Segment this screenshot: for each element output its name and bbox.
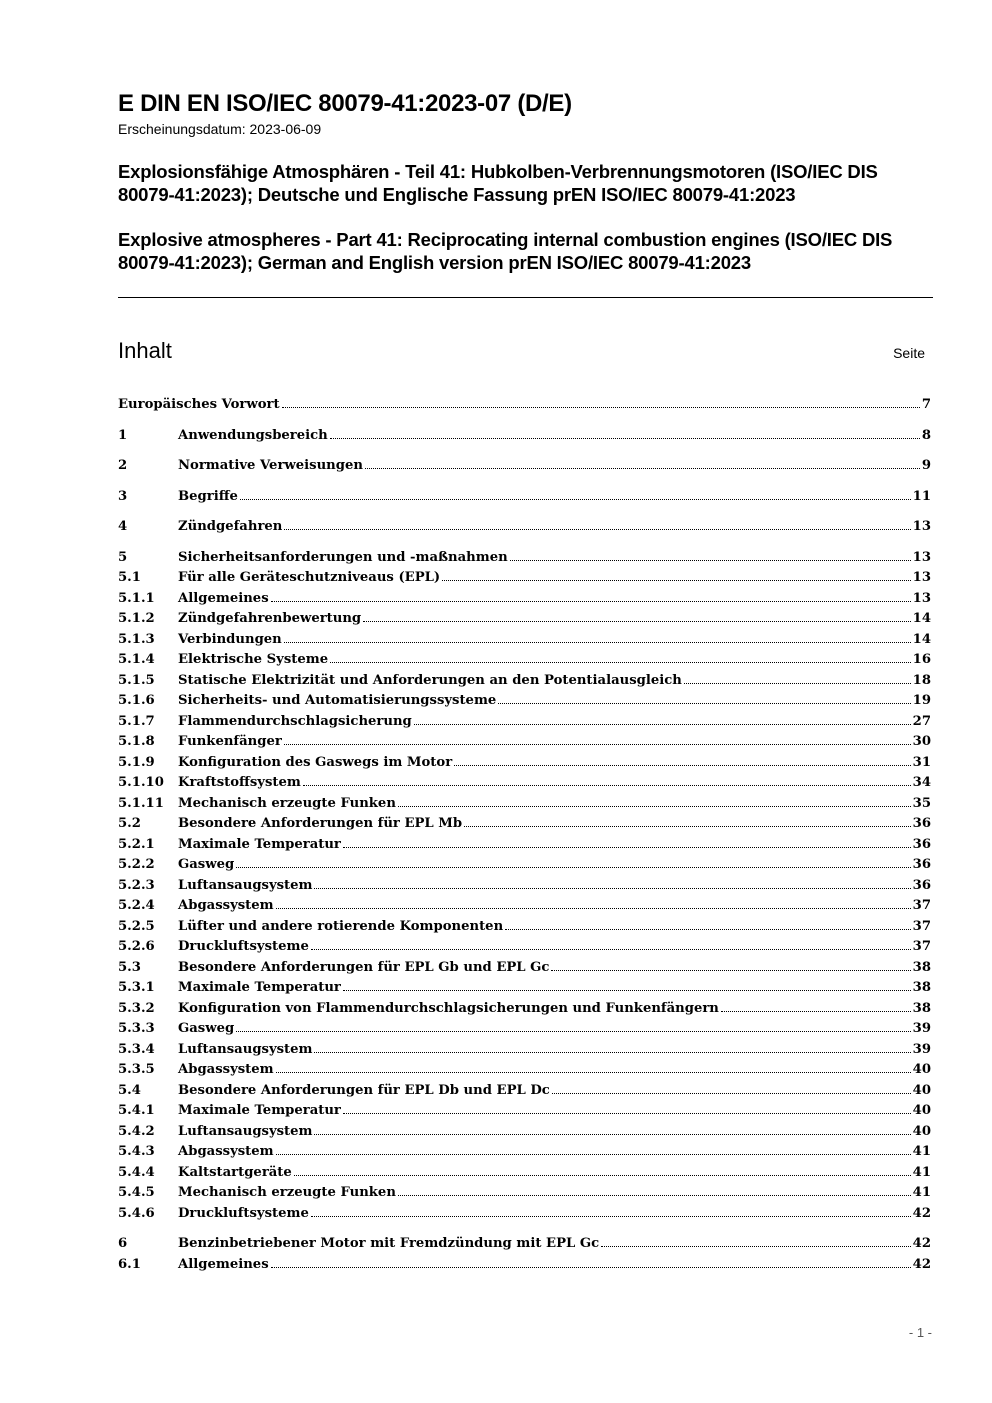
toc-heading: Inhalt: [118, 338, 172, 363]
toc-entry-page: 30: [912, 734, 931, 749]
toc-entry-title: Allgemeines: [178, 1256, 269, 1272]
toc-leader-dots: [282, 406, 920, 408]
issue-date: Erscheinungsdatum: 2023-06-09: [118, 121, 322, 137]
toc-entry[interactable]: [118, 1183, 931, 1203]
toc-entry-page: 40: [912, 1062, 931, 1077]
toc-entry-number: 5.2.4: [118, 898, 155, 913]
toc-leader-dots: [414, 723, 911, 725]
toc-entry-page: 34: [912, 775, 931, 790]
toc-entry[interactable]: [118, 589, 931, 609]
toc-entry-title: Konfiguration des Gaswegs im Motor: [178, 754, 453, 770]
toc-entry-title: Begriffe: [178, 488, 238, 504]
toc-entry-number: 5.2.2: [118, 857, 155, 872]
toc-entry-number: 6: [118, 1236, 128, 1251]
toc-entry-title: Maximale Temperatur: [178, 1103, 341, 1118]
toc-entry-page: 13: [912, 590, 931, 606]
toc-entry[interactable]: [118, 978, 931, 998]
toc-leader-dots: [236, 1030, 910, 1032]
toc-entry-title: Verbindungen: [178, 631, 282, 647]
toc-entry-title: Anwendungsbereich: [178, 427, 328, 443]
toc-entry-page: 7: [921, 397, 931, 412]
toc-leader-dots: [552, 1092, 911, 1094]
toc-entry-title: Kaltstartgeräte: [178, 1164, 292, 1180]
toc-leader-dots: [721, 1010, 911, 1012]
toc-entry-title: Konfiguration von Flammendurchschlagsicherungen und Funkenfängern: [178, 1000, 719, 1016]
toc-entry[interactable]: [118, 1122, 931, 1142]
toc-leader-dots: [276, 1153, 911, 1155]
toc-entry[interactable]: [118, 1101, 931, 1121]
toc-entry-page: 27: [912, 713, 931, 729]
toc-entry-number: 5.2.1: [118, 836, 155, 852]
toc-entry[interactable]: [118, 1081, 931, 1101]
toc-entry-page: 36: [912, 816, 931, 831]
toc-entry-page: 42: [912, 1236, 931, 1251]
toc-entry-number: 5.1.10: [118, 775, 164, 790]
toc-entry-page: 41: [912, 1144, 931, 1159]
toc-entry-title: Sicherheits- und Automatisierungssysteme: [178, 693, 497, 708]
toc-entry-number: 5.1.3: [118, 631, 155, 647]
toc-entry-title: Luftansaugsystem: [178, 1123, 313, 1139]
toc-entry-page: 42: [912, 1256, 931, 1272]
toc-page-column-label: Seite: [893, 345, 925, 361]
toc-entry-title: Elektrische Systeme: [178, 652, 329, 667]
toc-entry[interactable]: [118, 896, 931, 916]
document-title: E DIN EN ISO/IEC 80079-41:2023-07 (D/E): [118, 90, 572, 117]
toc-entry-page: 8: [921, 427, 931, 443]
toc-leader-dots: [276, 907, 911, 909]
toc-leader-dots: [276, 1071, 911, 1073]
toc-entry[interactable]: [118, 456, 931, 476]
toc-leader-dots: [240, 498, 911, 500]
toc-entry[interactable]: [118, 876, 931, 896]
toc-entry-page: 39: [912, 1041, 931, 1057]
toc-entry[interactable]: [118, 548, 931, 568]
toc-entry-title: Allgemeines: [178, 590, 269, 606]
toc-entry-number: 5.2: [118, 816, 141, 831]
toc-entry-number: 5.1.1: [118, 590, 155, 606]
toc-leader-dots: [271, 1266, 911, 1268]
toc-entry-title: Europäisches Vorwort: [118, 397, 280, 412]
toc-entry[interactable]: [118, 395, 931, 415]
toc-entry[interactable]: [118, 517, 931, 537]
toc-entry[interactable]: [118, 487, 931, 507]
toc-leader-dots: [398, 805, 911, 807]
toc-entry-page: 37: [912, 939, 931, 954]
toc-entry-page: 40: [912, 1103, 931, 1118]
toc-entry-title: Zündgefahren: [178, 519, 283, 534]
toc-entry-page: 41: [912, 1185, 931, 1200]
toc-entry-number: 5.3.5: [118, 1062, 155, 1077]
toc-entry-page: 13: [912, 519, 931, 534]
toc-leader-dots: [454, 764, 910, 766]
toc-entry-page: 36: [912, 836, 931, 852]
toc-entry-page: 16: [912, 652, 931, 667]
toc-entry-title: Normative Verweisungen: [178, 458, 363, 473]
toc-entry-page: 40: [912, 1082, 931, 1098]
toc-entry-number: 5.1.6: [118, 693, 155, 708]
toc-entry-page: 41: [912, 1164, 931, 1180]
toc-leader-dots: [343, 846, 911, 848]
toc-entry-page: 38: [912, 959, 931, 975]
toc-entry-number: 5: [118, 549, 128, 565]
toc-entry[interactable]: [118, 814, 931, 834]
toc-leader-dots: [601, 1245, 910, 1247]
toc-entry[interactable]: [118, 1142, 931, 1162]
toc-entry-number: 5.3.1: [118, 980, 155, 995]
toc-entry-page: 13: [912, 549, 931, 565]
toc-entry[interactable]: [118, 794, 931, 814]
toc-entry-number: 1: [118, 427, 128, 443]
table-of-contents: [118, 0, 931, 1403]
toc-entry[interactable]: [118, 691, 931, 711]
toc-leader-dots: [442, 579, 910, 581]
toc-entry-page: 35: [912, 795, 931, 811]
toc-entry[interactable]: [118, 732, 931, 752]
toc-leader-dots: [551, 969, 910, 971]
toc-entry-number: 5.1.2: [118, 611, 155, 626]
toc-entry[interactable]: [118, 671, 931, 691]
toc-entry-page: 14: [912, 631, 931, 647]
toc-leader-dots: [314, 887, 910, 889]
toc-leader-dots: [498, 702, 910, 704]
toc-entry-title: Statische Elektrizität und Anforderungen an den Potentialausgleich: [178, 672, 682, 688]
toc-entry-number: 4: [118, 519, 128, 534]
toc-entry-page: 31: [912, 754, 931, 770]
toc-entry[interactable]: [118, 1040, 931, 1060]
toc-entry-title: Luftansaugsystem: [178, 877, 313, 893]
toc-entry-number: 5.1: [118, 570, 141, 585]
toc-entry-page: 38: [912, 980, 931, 995]
toc-entry-title: Abgassystem: [178, 1144, 274, 1159]
toc-entry-number: 5.1.11: [118, 795, 164, 811]
toc-leader-dots: [236, 866, 910, 868]
toc-entry-page: 36: [912, 877, 931, 893]
toc-entry-title: Kraftstoffsystem: [178, 775, 301, 790]
toc-entry-number: 5.1.4: [118, 652, 155, 667]
toc-entry-title: Maximale Temperatur: [178, 980, 341, 995]
toc-leader-dots: [284, 641, 911, 643]
toc-entry-title: Druckluftsysteme: [178, 1205, 309, 1221]
toc-entry-title: Für alle Geräteschutzniveaus (EPL): [178, 570, 441, 585]
toc-leader-dots: [343, 989, 911, 991]
toc-leader-dots: [684, 682, 911, 684]
toc-entry[interactable]: [118, 1234, 931, 1254]
toc-entry[interactable]: [118, 835, 931, 855]
toc-entry-number: 5.4: [118, 1082, 141, 1098]
toc-entry-page: 19: [912, 693, 931, 708]
toc-leader-dots: [314, 1051, 910, 1053]
toc-entry[interactable]: [118, 1204, 931, 1224]
toc-entry-number: 2: [118, 458, 128, 473]
toc-entry-number: 6.1: [118, 1256, 141, 1272]
toc-entry-number: 5.4.5: [118, 1185, 155, 1200]
toc-entry[interactable]: [118, 712, 931, 732]
toc-entry-page: 42: [912, 1205, 931, 1221]
toc-entry-title: Mechanisch erzeugte Funken: [178, 1185, 396, 1200]
toc-entry[interactable]: [118, 1163, 931, 1183]
toc-entry-title: Lüfter und andere rotierende Komponenten: [178, 918, 504, 934]
toc-entry-title: Maximale Temperatur: [178, 836, 341, 852]
toc-leader-dots: [284, 743, 911, 745]
toc-entry-page: 37: [912, 918, 931, 934]
toc-entry[interactable]: [118, 753, 931, 773]
toc-entry[interactable]: [118, 1019, 931, 1039]
toc-entry-number: 5.3.3: [118, 1021, 155, 1036]
toc-entry-page: 14: [912, 611, 931, 626]
toc-entry-title: Besondere Anforderungen für EPL Db und EPL Dc: [178, 1082, 550, 1098]
toc-entry-number: 5.3: [118, 959, 141, 975]
toc-entry-page: 39: [912, 1021, 931, 1036]
toc-leader-dots: [294, 1174, 911, 1176]
toc-leader-dots: [330, 661, 911, 663]
toc-entry-title: Flammendurchschlagsicherung: [178, 713, 412, 729]
toc-entry-title: Benzinbetriebener Motor mit Fremdzündung mit EPL Gc: [178, 1236, 600, 1251]
toc-entry-page: 13: [912, 570, 931, 585]
toc-entry-number: 5.3.2: [118, 1000, 155, 1016]
toc-entry-title: Luftansaugsystem: [178, 1041, 313, 1057]
toc-leader-dots: [314, 1133, 910, 1135]
toc-entry[interactable]: [118, 855, 931, 875]
toc-entry[interactable]: [118, 426, 931, 446]
toc-entry-page: 37: [912, 898, 931, 913]
toc-entry-number: 5.2.5: [118, 918, 155, 934]
toc-entry-title: Abgassystem: [178, 1062, 274, 1077]
toc-entry[interactable]: [118, 1060, 931, 1080]
toc-leader-dots: [363, 620, 910, 622]
toc-entry-page: 36: [912, 857, 931, 872]
toc-entry[interactable]: [118, 630, 931, 650]
toc-entry-number: 5.4.1: [118, 1103, 155, 1118]
toc-entry-title: Mechanisch erzeugte Funken: [178, 795, 396, 811]
toc-entry-title: Gasweg: [178, 1021, 235, 1036]
english-title: Explosive atmospheres - Part 41: Reciprocating internal combustion engines (ISO/IEC DIS 80079-41:2023); German and English version prEN ISO/IEC 80079-41:2023: [118, 229, 893, 273]
toc-entry-number: 5.3.4: [118, 1041, 155, 1057]
toc-leader-dots: [271, 600, 911, 602]
toc-leader-dots: [510, 559, 911, 561]
toc-entry-number: 5.1.8: [118, 734, 155, 749]
toc-entry-title: Funkenfänger: [178, 734, 282, 749]
toc-entry[interactable]: [118, 1255, 931, 1275]
toc-entry-number: 3: [118, 488, 128, 504]
toc-entry-number: 5.1.5: [118, 672, 155, 688]
toc-entry-number: 5.1.7: [118, 713, 155, 729]
toc-leader-dots: [303, 784, 911, 786]
toc-entry-page: 11: [912, 488, 931, 504]
toc-entry-title: Besondere Anforderungen für EPL Gb und EPL Gc: [178, 959, 550, 975]
toc-entry-title: Abgassystem: [178, 898, 274, 913]
toc-entry-number: 5.2.6: [118, 939, 155, 954]
toc-leader-dots: [311, 948, 911, 950]
toc-leader-dots: [343, 1112, 911, 1114]
toc-leader-dots: [398, 1194, 911, 1196]
toc-leader-dots: [330, 437, 920, 439]
toc-leader-dots: [311, 1215, 911, 1217]
german-title: Explosionsfähige Atmosphären - Teil 41: Hubkolben-Verbrennungsmotoren (ISO/IEC DIS 80079-41:2023); Deutsche und Englische Fassung prEN ISO/IEC 80079-41:2023: [118, 161, 878, 205]
toc-entry[interactable]: [118, 773, 931, 793]
toc-entry-number: 5.2.3: [118, 877, 155, 893]
toc-entry[interactable]: [118, 937, 931, 957]
toc-entry-page: 9: [921, 458, 931, 473]
toc-entry-title: Druckluftsysteme: [178, 939, 309, 954]
toc-entry[interactable]: [118, 999, 931, 1019]
toc-entry-title: Zündgefahrenbewertung: [178, 611, 362, 626]
toc-entry[interactable]: [118, 650, 931, 670]
toc-entry-number: 5.4.4: [118, 1164, 155, 1180]
toc-entry-page: 18: [912, 672, 931, 688]
toc-entry-title: Sicherheitsanforderungen und -maßnahmen: [178, 549, 508, 565]
toc-entry-number: 5.4.3: [118, 1144, 155, 1159]
toc-entry-title: Gasweg: [178, 857, 235, 872]
page-number: - 1 -: [908, 1325, 932, 1340]
toc-entry-page: 40: [912, 1123, 931, 1139]
toc-leader-dots: [365, 467, 920, 469]
toc-leader-dots: [505, 928, 910, 930]
toc-entry-number: 5.4.2: [118, 1123, 155, 1139]
toc-entry-title: Besondere Anforderungen für EPL Mb: [178, 816, 463, 831]
toc-leader-dots: [284, 528, 910, 530]
toc-entry-number: 5.1.9: [118, 754, 155, 770]
toc-entry-page: 38: [912, 1000, 931, 1016]
toc-leader-dots: [464, 825, 911, 827]
toc-entry[interactable]: [118, 917, 931, 937]
toc-entry-number: 5.4.6: [118, 1205, 155, 1221]
toc-entry[interactable]: [118, 568, 931, 588]
toc-entry[interactable]: [118, 958, 931, 978]
toc-entry[interactable]: [118, 609, 931, 629]
